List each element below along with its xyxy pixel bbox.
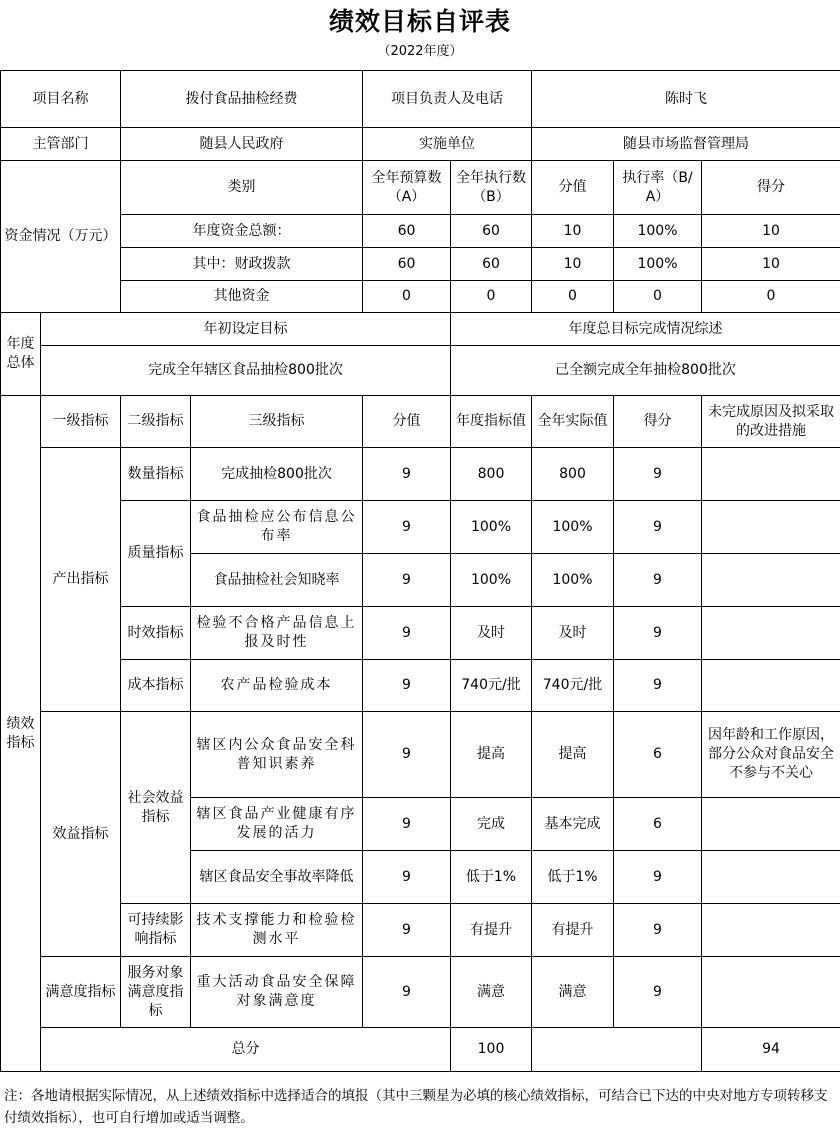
indicator-score: 9 <box>614 448 702 501</box>
indicator-actual-value: 100% <box>532 554 614 607</box>
project-contact-value: 陈时飞 <box>532 71 840 128</box>
indicator-name: 辖区内公众食品安全科普知识素养 <box>191 712 363 798</box>
indicator-reason: 因年龄和工作原因，部分公众对食品安全不参与不关心 <box>702 712 840 798</box>
service-satisfaction-indicator-label: 服务对象满意度指标 <box>121 957 191 1028</box>
reason-header: 未完成原因及拟采取的改进措施 <box>702 396 840 448</box>
indicator-score-value: 9 <box>363 554 451 607</box>
funds-header-row <box>1 161 840 215</box>
project-name-row <box>1 71 840 128</box>
indicator-reason <box>702 851 840 904</box>
indicator-row <box>1 448 840 501</box>
funds-row <box>1 215 840 248</box>
indicator-actual-value: 低于1% <box>532 851 614 904</box>
annual-label: 年度总体 <box>1 313 41 396</box>
indicator-actual-value: 及时 <box>532 607 614 660</box>
indicator-reason <box>702 660 840 712</box>
project-name-value: 拨付食品抽检经费 <box>121 71 363 128</box>
indicator-row <box>1 712 840 798</box>
indicator-score-value-header: 分值 <box>363 396 451 448</box>
indicator-row <box>1 904 840 957</box>
form-title: 绩效目标自评表 <box>328 7 511 36</box>
indicator-annual-value: 满意 <box>451 957 532 1028</box>
annual-header-row <box>1 313 840 346</box>
funds-category: 其中：财政拨款 <box>121 248 363 281</box>
level3-header: 三级指标 <box>191 396 363 448</box>
level2-header: 二级指标 <box>121 396 191 448</box>
indicators-label: 绩效指标 <box>1 396 41 1072</box>
indicator-score-header: 得分 <box>614 396 702 448</box>
funds-executed: 60 <box>451 215 532 248</box>
indicator-score: 6 <box>614 712 702 798</box>
funds-exec-rate-header: 执行率（B/A） <box>614 161 702 215</box>
funds-score-value: 10 <box>532 215 614 248</box>
indicator-annual-value: 800 <box>451 448 532 501</box>
indicator-score: 9 <box>614 554 702 607</box>
funds-executed: 0 <box>451 281 532 313</box>
indicator-name: 农产品检验成本 <box>191 660 363 712</box>
funds-row <box>1 281 840 313</box>
funds-exec-rate: 100% <box>614 215 702 248</box>
funds-budget: 60 <box>363 215 451 248</box>
indicator-reason <box>702 798 840 851</box>
indicator-score-value: 9 <box>363 501 451 554</box>
indicator-score: 9 <box>614 607 702 660</box>
satisfaction-indicator-label: 满意度指标 <box>41 957 121 1028</box>
indicator-annual-value: 740元/批 <box>451 660 532 712</box>
annual-target-header: 年初设定目标 <box>41 313 451 346</box>
indicator-reason <box>702 554 840 607</box>
indicator-score: 9 <box>614 957 702 1028</box>
funds-category: 年度资金总额： <box>121 215 363 248</box>
indicator-name: 检验不合格产品信息上报及时性 <box>191 607 363 660</box>
indicator-score-value: 9 <box>363 712 451 798</box>
indicator-score: 9 <box>614 660 702 712</box>
indicator-row <box>1 957 840 1028</box>
indicator-actual-value: 有提升 <box>532 904 614 957</box>
funds-exec-rate: 0 <box>614 281 702 313</box>
funds-budget: 0 <box>363 281 451 313</box>
total-row <box>1 1028 840 1072</box>
quantity-indicator-label: 数量指标 <box>121 448 191 501</box>
form-year: （2022年度） <box>377 44 463 59</box>
funds-score: 10 <box>702 248 840 281</box>
actual-value-header: 全年实际值 <box>532 396 614 448</box>
indicator-score-value: 9 <box>363 798 451 851</box>
funds-executed: 60 <box>451 248 532 281</box>
dept-value: 随县人民政府 <box>121 128 363 161</box>
indicator-row <box>1 660 840 712</box>
indicator-score-value: 9 <box>363 851 451 904</box>
social-benefit-indicator-label: 社会效益指标 <box>121 712 191 904</box>
indicator-row <box>1 607 840 660</box>
evaluation-table <box>0 70 840 1072</box>
indicator-reason <box>702 904 840 957</box>
unit-value: 随县市场监督管理局 <box>532 128 840 161</box>
indicator-reason <box>702 501 840 554</box>
indicator-annual-value: 低于1% <box>451 851 532 904</box>
indicator-annual-value: 有提升 <box>451 904 532 957</box>
funds-score: 0 <box>702 281 840 313</box>
indicator-name: 辖区食品安全事故率降低 <box>191 851 363 904</box>
indicator-row <box>1 501 840 554</box>
indicator-name: 重大活动食品安全保障对象满意度 <box>191 957 363 1028</box>
indicator-annual-value: 100% <box>451 554 532 607</box>
indicator-actual-value: 100% <box>532 501 614 554</box>
indicator-score: 9 <box>614 501 702 554</box>
quality-indicator-label: 质量指标 <box>121 501 191 607</box>
indicator-name: 完成抽检800批次 <box>191 448 363 501</box>
footnote: 注：各地请根据实际情况，从上述绩效指标中选择适合的填报（其中三颗星为必填的核心绩效指标，可结合已下达的中央对地方专项转移支付绩效指标），也可自行增加或适当调整。 <box>4 1088 828 1126</box>
total-blank <box>532 1028 702 1072</box>
funds-score-header: 得分 <box>702 161 840 215</box>
indicator-score-value: 9 <box>363 660 451 712</box>
funds-score-value: 0 <box>532 281 614 313</box>
funds-budget: 60 <box>363 248 451 281</box>
total-score: 94 <box>702 1028 840 1072</box>
indicator-score-value: 9 <box>363 904 451 957</box>
project-name-label: 项目名称 <box>1 71 121 128</box>
indicator-annual-value: 完成 <box>451 798 532 851</box>
benefit-indicator-label: 效益指标 <box>41 712 121 957</box>
indicator-score: 9 <box>614 851 702 904</box>
funds-executed-header: 全年执行数（B） <box>451 161 532 215</box>
funds-score: 10 <box>702 215 840 248</box>
sustainable-indicator-label: 可持续影响指标 <box>121 904 191 957</box>
indicator-name: 食品抽检应公布信息公布率 <box>191 501 363 554</box>
unit-label: 实施单位 <box>363 128 532 161</box>
project-contact-label: 项目负责人及电话 <box>363 71 532 128</box>
indicator-actual-value: 满意 <box>532 957 614 1028</box>
funds-category: 其他资金 <box>121 281 363 313</box>
level1-header: 一级指标 <box>41 396 121 448</box>
indicator-header-row <box>1 396 840 448</box>
indicator-reason <box>702 607 840 660</box>
indicator-name: 技术支撑能力和检验检测水平 <box>191 904 363 957</box>
funds-category-header: 类别 <box>121 161 363 215</box>
indicator-name: 食品抽检社会知晓率 <box>191 554 363 607</box>
annual-summary-header: 年度总目标完成情况综述 <box>451 313 840 346</box>
indicator-annual-value: 提高 <box>451 712 532 798</box>
total-score-value: 100 <box>451 1028 532 1072</box>
indicator-reason <box>702 957 840 1028</box>
indicator-score-value: 9 <box>363 607 451 660</box>
indicator-actual-value: 基本完成 <box>532 798 614 851</box>
annual-content-row <box>1 346 840 396</box>
funds-label: 资金情况（万元） <box>1 161 121 313</box>
funds-row <box>1 248 840 281</box>
timeliness-indicator-label: 时效指标 <box>121 607 191 660</box>
indicator-reason <box>702 448 840 501</box>
indicator-score: 9 <box>614 904 702 957</box>
indicator-score-value: 9 <box>363 957 451 1028</box>
funds-budget-header: 全年预算数（A） <box>363 161 451 215</box>
project-dept-row <box>1 128 840 161</box>
funds-score-value-header: 分值 <box>532 161 614 215</box>
indicator-annual-value: 及时 <box>451 607 532 660</box>
indicator-actual-value: 740元/批 <box>532 660 614 712</box>
indicator-score-value: 9 <box>363 448 451 501</box>
indicator-score: 6 <box>614 798 702 851</box>
funds-exec-rate: 100% <box>614 248 702 281</box>
annual-value-header: 年度指标值 <box>451 396 532 448</box>
cost-indicator-label: 成本指标 <box>121 660 191 712</box>
annual-summary: 己全额完成全年抽检800批次 <box>451 346 840 396</box>
dept-label: 主管部门 <box>1 128 121 161</box>
output-indicator-label: 产出指标 <box>41 448 121 712</box>
indicator-actual-value: 800 <box>532 448 614 501</box>
indicator-actual-value: 提高 <box>532 712 614 798</box>
total-label: 总分 <box>41 1028 451 1072</box>
funds-score-value: 10 <box>532 248 614 281</box>
annual-target: 完成全年辖区食品抽检800批次 <box>41 346 451 396</box>
indicator-annual-value: 100% <box>451 501 532 554</box>
indicator-name: 辖区食品产业健康有序发展的活力 <box>191 798 363 851</box>
